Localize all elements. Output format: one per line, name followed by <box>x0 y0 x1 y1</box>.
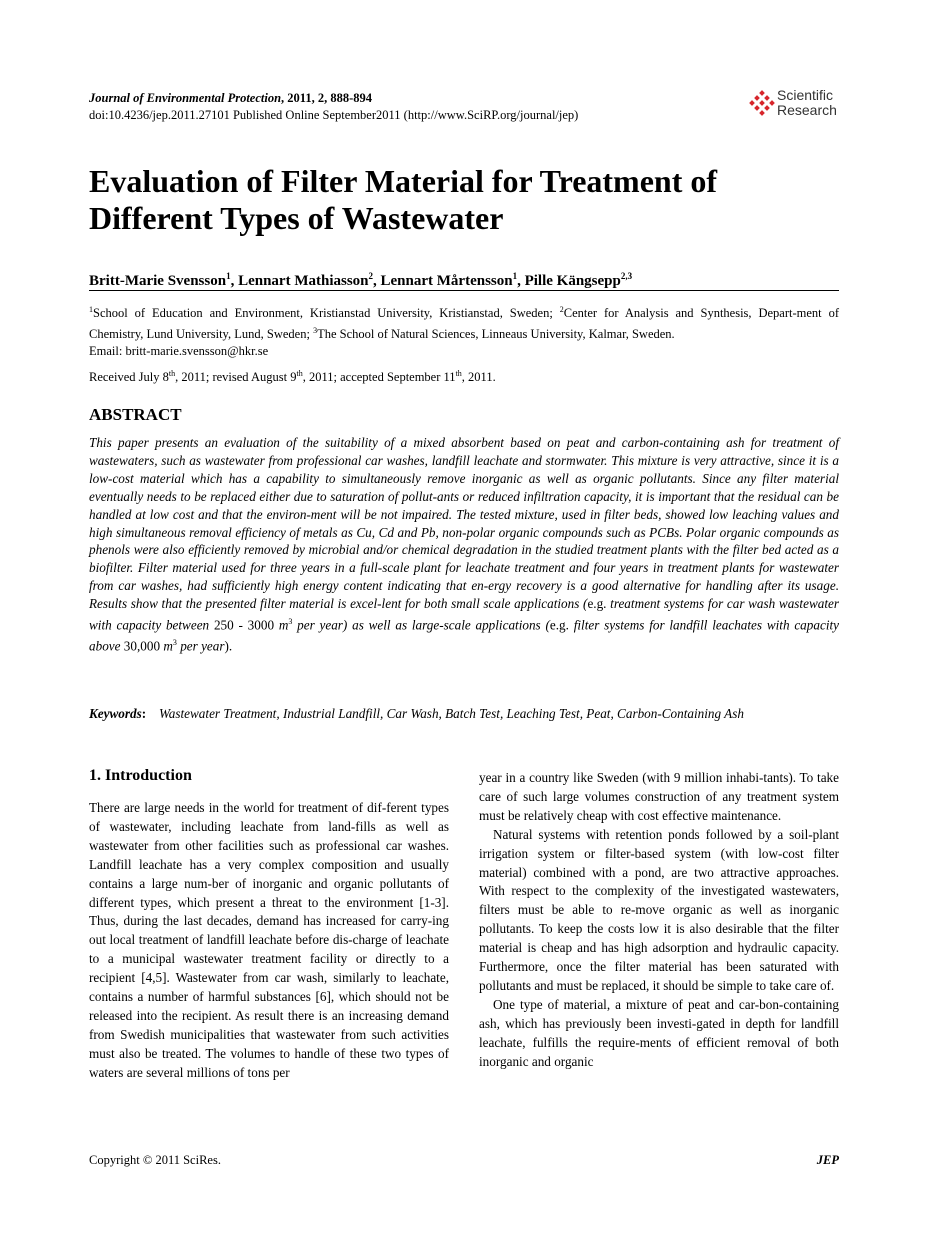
title-line-2: Different Types of Wastewater <box>89 200 504 236</box>
publisher-logo <box>749 88 841 124</box>
abstract-unit-sup: 3 <box>288 617 293 627</box>
author-list <box>89 266 632 291</box>
abstract-range: 250 - 3000 <box>213 617 275 633</box>
left-column <box>89 765 449 1083</box>
affil-sup: 2 <box>559 305 564 314</box>
intro-paragraph-3: Natural systems with retention ponds followed by a soil-plant irrigation system or filter-based system (with low-cost filter material) combined with a pond, are two attractive approaches. With respect to the complexity of the investigated wastewaters, filters must be able to re-move organic as well as inorganic pollutants. To keep the costs low it is also desirable that the filter material is cheap and has high adsorption and hydraulic capacity. Furthermore, once the filter material has been saturated with pollutants and must be replaced, it should be simple to take care of. <box>479 826 839 993</box>
abstract-eg: e.g. <box>587 596 607 612</box>
received-part: , 2011; accepted September 11 <box>302 370 456 385</box>
abstract-text: treatment systems for car wash wastewater with capacity between <box>89 596 839 633</box>
abstract-body <box>89 434 839 656</box>
abstract-text: filter systems for landfill leachates with capacity above <box>89 617 839 654</box>
journal-citation <box>89 90 372 106</box>
abstract-heading: ABSTRACT <box>89 405 182 424</box>
logo-line-2: Research <box>777 102 837 118</box>
author-1: Britt-Marie Svensson <box>89 273 227 289</box>
intro-paragraph-1: There are large needs in the world for treatment of dif-ferent types of wastewater, including leachate from land-fills as well as wastewater from other facilities such as professional car washes. Landfill leachate has a very complex composition and usually contains a large num-ber of inorganic and organic pollutants of different types, which present a threat to the environment [1-3]. Thus, during the last decades, demand has increased for carry-ing out local treatment of landfill leachate before dis-charge of leachate to a municipal wastewater treatment facility or directly to a recipient [4,5]. Wastewater from car wash, similarly to leachate, contains a number of harmful substances [6], which should not be released into the recipient. As result there is an increasing demand from Swedish municipalities that wastewater from such activities must also be treated. The volumes to handle of these two types of waters are several millions of tons per <box>89 800 449 1080</box>
intro-heading: 1. Introduction <box>89 767 192 784</box>
journal-name: Journal of Environmental Protection <box>89 91 282 105</box>
abstract-end: ). <box>224 638 233 654</box>
abstract-number: 30,000 <box>123 638 161 654</box>
affil-sup: 1 <box>89 305 93 314</box>
affiliations <box>89 301 839 360</box>
author-4: Pille Kängsepp <box>524 273 621 289</box>
author-3-affil: 1 <box>512 271 518 281</box>
abstract-unit: m <box>163 638 173 654</box>
ordinal: th <box>168 369 176 378</box>
abstract-eg: e.g. <box>549 617 569 633</box>
abstract-unit-sup: 3 <box>172 638 177 648</box>
author-sep: , <box>373 273 381 289</box>
paper-title <box>89 163 839 237</box>
intro-paragraph-4: One type of material, a mixture of peat and car-bon-containing ash, which has previously been investi-gated in depth for landfill leachate, fulfills the require-ments of efficient removal of both inorganic and organic <box>479 996 839 1069</box>
abstract-text: This paper presents an evaluation of the suitability of a mixed absorbent based on peat and carbon-containing ash for treatment of wastewaters, such as wastewater from professional car washes, landfill leachate and stormwater. This mixture is very attractive, since it is a low-cost material which has a capability to simultaneously remove inorganic as well as organic pollutants. Since any filter material eventually needs to be replaced either due to saturation of pollut-ants or reduced infiltration capacity, it is important that the residual can be handled at low cost and that the environ-ment will be not impaired. The tested mixture, used in filter beds, showed low leaching values and high simultaneous removal efficiency of metals as Cu, Cd and Pb, non-polar organic compounds such as PCBs. Polar organic compounds as phenols were also efficiently removed by microbial and/or chemical degradation in the studied treatment plants with the filter bed acted as a biofilter. Filter material used for three years in a full-scale plant for leachate treatment and four years in treatment plants for wastewater from car washes, had sufficiently high energy content indicating that en-ergy recovery is a good alternative for handling after its usage. Results show that the presented filter material is excel-lent for both small scale applications ( <box>89 435 839 612</box>
author-sep: , <box>517 273 525 289</box>
affiliation-2: Center for Analysis and Synthesis, Depart-ment of Chemistry, Lund University, Lund, Sweden; <box>89 306 839 342</box>
abstract-text: per year) as well as large-scale applications ( <box>292 617 550 633</box>
copyright: Copyright © 2011 SciRes. <box>89 1153 221 1167</box>
keywords <box>89 705 839 723</box>
author-3: Lennart Mårtensson <box>380 273 513 289</box>
keywords-label: Keywords <box>89 706 142 721</box>
doi-line: doi:10.4236/jep.2011.27101 Published Online September2011 (http://www.SciRP.org/journal/jep) <box>89 108 579 122</box>
email-line: Email: britt-marie.svensson@hkr.se <box>89 344 269 359</box>
received-dates <box>89 365 496 386</box>
abstract-unit: m <box>278 617 289 633</box>
keywords-list: Wastewater Treatment, Industrial Landfill, Car Wash, Batch Test, Leaching Test, Peat, Carbon-Containing Ash <box>159 706 744 721</box>
abstract-text: per year <box>176 638 225 654</box>
ordinal: th <box>296 369 303 378</box>
ordinal: th <box>455 369 462 378</box>
affiliation-3: The School of Natural Sciences, Linneaus University, Kalmar, Sweden. <box>317 327 675 342</box>
journal-abbreviation: JEP <box>816 1153 839 1167</box>
diamond-grid-logo-icon <box>749 90 775 116</box>
journal-volume: , 2011, 2, 888-894 <box>281 91 373 105</box>
received-part: , 2011. <box>461 370 496 385</box>
author-4-affil: 2,3 <box>620 271 633 281</box>
intro-paragraph-2: year in a country like Sweden (with 9 million inhabi-tants). To take care of such large volumes construction of any treatment system must be relatively cheap with cost effective maintenance. <box>479 770 839 823</box>
author-2-affil: 2 <box>368 271 374 281</box>
author-1-affil: 1 <box>226 271 231 281</box>
logo-line-1: Scientific <box>777 87 834 103</box>
right-column <box>479 769 839 1072</box>
author-sep: , <box>230 273 239 289</box>
received-part: , 2011; revised August 9 <box>175 370 297 385</box>
title-line-1: Evaluation of Filter Material for Treatment of <box>89 163 718 199</box>
author-2: Lennart Mathiasson <box>238 273 369 289</box>
received-part: Received July 8 <box>89 370 169 385</box>
affil-sup: 3 <box>313 326 318 336</box>
affiliation-1: School of Education and Environment, Kristianstad University, Kristianstad, Sweden; <box>93 306 560 321</box>
logo-text <box>777 88 837 118</box>
author-divider <box>89 290 839 291</box>
keywords-colon: : <box>141 706 147 721</box>
